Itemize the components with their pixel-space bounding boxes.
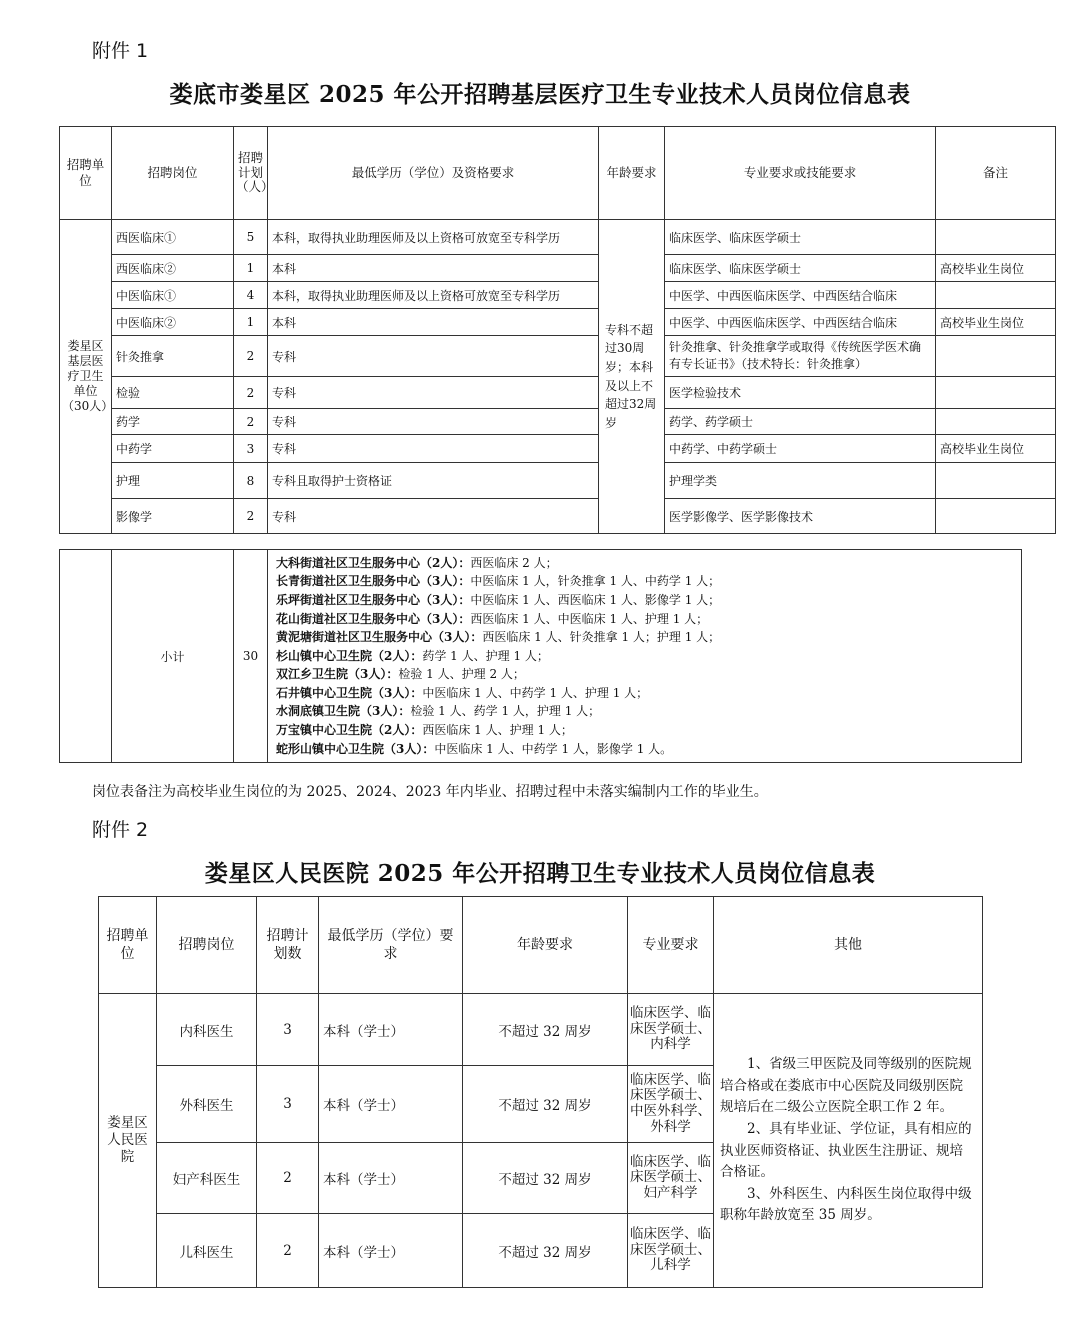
major-cell: 中医学、中西医临床医学、中西医结合临床 [665, 309, 936, 336]
major-cell: 中药学、中药学硕士 [665, 435, 936, 463]
post-cell: 中医临床① [112, 282, 234, 309]
table-header-row [99, 897, 983, 994]
major-cell: 临床医学、临床医学硕士、儿科学 [628, 1214, 714, 1288]
header-other: 其他 [714, 897, 983, 994]
edu-cell: 专科且取得护士资格证 [268, 463, 599, 499]
count-cell: 4 [234, 282, 268, 309]
other-item: 1、省级三甲医院及同等级别的医院规培合格或在娄底市中心医院及同级别医院规培后在二级公立医院全职工作 2 年。 [720, 1056, 972, 1116]
age-cell: 不超过 32 周岁 [463, 1214, 628, 1288]
other-requirements [714, 994, 983, 1288]
list-item: 万宝镇中心卫生院（2人）：西医临床 1 人、护理 1 人； [276, 723, 573, 738]
header-major: 专业要求或技能要求 [665, 127, 936, 220]
edu-cell: 专科 [268, 377, 599, 409]
unit-name: 娄星区基层医疗卫生单位（30人） [60, 220, 112, 534]
count-cell: 2 [234, 336, 268, 377]
age-cell: 不超过 32 周岁 [463, 1143, 628, 1214]
edu-cell: 本科（学士） [319, 1066, 463, 1143]
table-row [60, 282, 1056, 309]
remark-cell [936, 409, 1056, 435]
header-post: 招聘岗位 [112, 127, 234, 220]
list-item: 花山街道社区卫生服务中心（3人）：西医临床 1 人、中医临床 1 人、护理 1 人； [276, 611, 709, 626]
list-item: 杉山镇中心卫生院（2人）：药学 1 人、护理 1 人； [276, 648, 549, 663]
subtotal-count: 30 [234, 550, 268, 763]
post-cell: 检验 [112, 377, 234, 409]
remark-cell: 高校毕业生岗位 [936, 255, 1056, 282]
remark-cell [936, 499, 1056, 534]
post-cell: 西医临床② [112, 255, 234, 282]
attachment-1-table [59, 126, 1056, 534]
edu-cell: 本科（学士） [319, 1143, 463, 1214]
remark-cell: 高校毕业生岗位 [936, 435, 1056, 463]
edu-cell: 本科，取得执业助理医师及以上资格可放宽至专科学历 [268, 282, 599, 309]
major-cell: 医学检验技术 [665, 377, 936, 409]
age-cell: 不超过 32 周岁 [463, 1066, 628, 1143]
major-cell: 临床医学、临床医学硕士 [665, 220, 936, 255]
count-cell: 2 [257, 1214, 319, 1288]
remark-cell [936, 220, 1056, 255]
header-post: 招聘岗位 [157, 897, 257, 994]
header-plan: 招聘计划（人） [234, 127, 268, 220]
header-unit: 招聘单位 [60, 127, 112, 220]
count-cell: 5 [234, 220, 268, 255]
post-cell: 护理 [112, 463, 234, 499]
major-cell: 药学、药学硕士 [665, 409, 936, 435]
header-age: 年龄要求 [599, 127, 665, 220]
graduate-post-note: 岗位表备注为高校毕业生岗位的为 2025、2024、2023 年内毕业、招聘过程中未落实编制内工作的毕业生。 [92, 784, 768, 800]
count-cell: 1 [234, 255, 268, 282]
table-row [99, 994, 983, 1066]
age-requirement: 专科不超过30周岁；本科及以上不超过32周岁 [599, 220, 665, 534]
attachment-2-title: 娄星区人民医院 2025 年公开招聘卫生专业技术人员岗位信息表 [204, 860, 876, 887]
post-cell: 药学 [112, 409, 234, 435]
post-cell: 针灸推拿 [112, 336, 234, 377]
list-item: 长青街道社区卫生服务中心（3人）：中医临床 1 人，针灸推拿 1 人、中药学 1 人； [276, 574, 721, 589]
post-cell: 中药学 [112, 435, 234, 463]
attachment-2-label: 附件 2 [92, 819, 149, 841]
header-age: 年龄要求 [463, 897, 628, 994]
remark-cell [936, 336, 1056, 377]
unit-name: 娄星区人民医院 [99, 994, 157, 1288]
edu-cell: 本科 [268, 255, 599, 282]
list-item: 水洞底镇卫生院（3人）：检验 1 人、药学 1 人，护理 1 人； [276, 704, 601, 719]
count-cell: 3 [257, 994, 319, 1066]
edu-cell: 本科 [268, 309, 599, 336]
list-item: 乐坪街道社区卫生服务中心（3人）：中医临床 1 人、西医临床 1 人、影像学 1 人； [276, 592, 721, 607]
edu-cell: 专科 [268, 499, 599, 534]
header-edu: 最低学历（学位）要求 [319, 897, 463, 994]
remark-cell [936, 463, 1056, 499]
header-remark: 备注 [936, 127, 1056, 220]
table-row [60, 463, 1056, 499]
edu-cell: 本科，取得执业助理医师及以上资格可放宽至专科学历 [268, 220, 599, 255]
post-cell: 西医临床① [112, 220, 234, 255]
header-plan: 招聘计划数 [257, 897, 319, 994]
subtotal-row [60, 550, 1022, 763]
table-row [60, 255, 1056, 282]
list-item: 大科街道社区卫生服务中心（2人）：西医临床 2 人； [276, 555, 558, 570]
edu-cell: 专科 [268, 435, 599, 463]
major-cell: 针灸推拿、针灸推拿学或取得《传统医学医术确有专长证书》（技术特长：针灸推拿） [665, 336, 936, 377]
attachment-2-table [98, 896, 983, 1288]
table-row [60, 377, 1056, 409]
header-major: 专业要求 [628, 897, 714, 994]
post-cell: 妇产科医生 [157, 1143, 257, 1214]
age-cell: 不超过 32 周岁 [463, 994, 628, 1066]
remark-cell [936, 377, 1056, 409]
major-cell: 临床医学、临床医学硕士、中医外科学、外科学 [628, 1066, 714, 1143]
count-cell: 8 [234, 463, 268, 499]
post-cell: 儿科医生 [157, 1214, 257, 1288]
header-unit: 招聘单位 [99, 897, 157, 994]
list-item: 双江乡卫生院（3人）：检验 1 人、护理 2 人； [276, 667, 525, 682]
table-row [60, 220, 1056, 255]
major-cell: 临床医学、临床医学硕士、妇产科学 [628, 1143, 714, 1214]
post-cell: 影像学 [112, 499, 234, 534]
table-header-row [60, 127, 1056, 220]
edu-cell: 本科（学士） [319, 994, 463, 1066]
header-edu: 最低学历（学位）及资格要求 [268, 127, 599, 220]
edu-cell: 专科 [268, 409, 599, 435]
table-row [60, 309, 1056, 336]
count-cell: 3 [257, 1066, 319, 1143]
attachment-1-title: 娄底市娄星区 2025 年公开招聘基层医疗卫生专业技术人员岗位信息表 [169, 81, 911, 108]
count-cell: 2 [257, 1143, 319, 1214]
post-cell: 中医临床② [112, 309, 234, 336]
major-cell: 中医学、中西医临床医学、中西医结合临床 [665, 282, 936, 309]
major-cell: 临床医学、临床医学硕士、内科学 [628, 994, 714, 1066]
count-cell: 3 [234, 435, 268, 463]
post-cell: 外科医生 [157, 1066, 257, 1143]
count-cell: 2 [234, 499, 268, 534]
count-cell: 1 [234, 309, 268, 336]
other-item: 2、具有毕业证、学位证，具有相应的执业医师资格证、执业医生注册证、规培合格证。 [720, 1120, 972, 1181]
table-row [60, 409, 1056, 435]
table-row [60, 336, 1056, 377]
edu-cell: 专科 [268, 336, 599, 377]
attachment-1-label: 附件 1 [92, 40, 149, 62]
major-cell: 医学影像学、医学影像技术 [665, 499, 936, 534]
table-row [60, 435, 1056, 463]
subtotal-table [59, 549, 1022, 763]
other-item: 3、外科医生、内科医生岗位取得中级职称年龄放宽至 35 周岁。 [720, 1185, 972, 1224]
table-row [60, 499, 1056, 534]
count-cell: 2 [234, 409, 268, 435]
list-item: 石井镇中心卫生院（3人）：中医临床 1 人、中药学 1 人、护理 1 人； [276, 685, 649, 700]
list-item: 黄泥塘街道社区卫生服务中心（3人）：西医临床 1 人、针灸推拿 1 人；护理 1 人； [276, 630, 721, 645]
major-cell: 护理学类 [665, 463, 936, 499]
subtotal-breakdown [268, 550, 1022, 763]
subtotal-label: 小计 [112, 550, 234, 763]
post-cell: 内科医生 [157, 994, 257, 1066]
remark-cell [936, 282, 1056, 309]
major-cell: 临床医学、临床医学硕士 [665, 255, 936, 282]
edu-cell: 本科（学士） [319, 1214, 463, 1288]
subtotal-blank [60, 550, 112, 763]
count-cell: 2 [234, 377, 268, 409]
remark-cell: 高校毕业生岗位 [936, 309, 1056, 336]
list-item: 蛇形山镇中心卫生院（3人）：中医临床 1 人、中药学 1 人，影像学 1 人。 [276, 741, 673, 756]
